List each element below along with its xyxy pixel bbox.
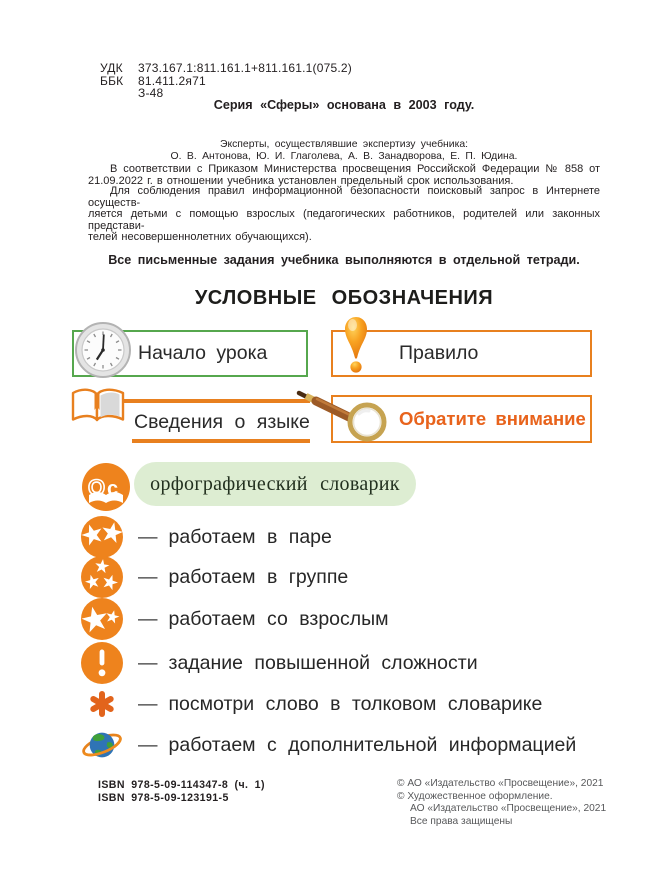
rule-label: Правило: [399, 342, 479, 364]
globe-icon: [81, 724, 123, 766]
item-text: посмотри слово в толковом словарике: [168, 692, 543, 715]
item-text: работаем с дополнительной информацией: [168, 733, 577, 756]
legend-item-hard-task: [81, 642, 581, 684]
group-stars-icon: [81, 556, 123, 598]
copyright-line: Все права защищены: [410, 815, 513, 827]
dictionary-letter-o: О: [88, 475, 106, 500]
bbk-value: 81.411.2я71: [138, 73, 206, 88]
open-book-icon: [69, 386, 127, 426]
safety-paragraph: [88, 186, 600, 244]
isbn-line: ISBN 978-5-09-123191-5: [98, 792, 229, 804]
lesson-start-label: Начало урока: [138, 342, 268, 364]
spelling-dictionary-pill: [134, 462, 416, 506]
legend-item-pair: [81, 516, 581, 558]
copyright-line: АО «Издательство «Просвещение», 2021: [410, 803, 607, 815]
clock-icon: [74, 321, 132, 379]
paragraph-line: Для соблюдения правил информационной безопасности поисковый запрос в Интернете осуществ-: [88, 185, 600, 209]
catalog-codes: [100, 62, 352, 100]
bbk-label: ББК: [100, 73, 124, 88]
copyright-line: © Художественное оформление.: [397, 790, 553, 802]
copyright-block: [397, 778, 606, 828]
item-dash: —: [138, 651, 158, 674]
language-info-label: Сведения о языке: [134, 411, 310, 433]
legend-title: УСЛОВНЫЕ ОБОЗНАЧЕНИЯ: [194, 287, 494, 309]
paragraph-line: телей несовершеннолетних обучающихся).: [88, 231, 312, 244]
legend-item-dictionary: [81, 683, 581, 725]
legend-item-adult: [81, 598, 581, 640]
item-dash: —: [138, 525, 158, 548]
legend-item-extra-info: [81, 724, 581, 766]
asterisk-icon: [81, 683, 123, 725]
item-text: работаем в группе: [168, 565, 349, 588]
copyright-line: © АО «Издательство «Просвещение», 2021: [397, 778, 604, 789]
notebook-notice: Все письменные задания учебника выполняются в отдельной тетради.: [108, 253, 580, 267]
spelling-dictionary-label: орфографический словарик: [150, 472, 400, 495]
pair-stars-icon: [81, 516, 123, 558]
item-text: работаем в паре: [168, 525, 332, 548]
udk-value: 373.167.1:811.161.1+811.161.1(075.2): [138, 61, 352, 75]
isbn-line: ISBN 978-5-09-114347-8 (ч. 1): [98, 779, 265, 791]
paragraph-line: ляется детьми с помощью взрослых (педагогических работников, родителей или законных представи-: [88, 208, 600, 232]
exclamation-icon: [342, 316, 370, 374]
attention-label: Обратите внимание: [399, 408, 586, 429]
item-dash: —: [138, 565, 158, 588]
udk-label: УДК: [100, 61, 123, 75]
isbn-block: [98, 779, 265, 805]
legend-item-group: [81, 556, 581, 598]
experts-intro: Эксперты, осуществлявшие экспертизу учебника:: [219, 139, 469, 150]
dictionary-letter-c: с: [107, 478, 119, 500]
order-paragraph: [88, 164, 600, 187]
item-text: задание повышенной сложности: [168, 651, 478, 674]
paragraph-line: В соответствии с Приказом Министерства просвещения Российской Федерации № 858 от: [110, 163, 600, 175]
spelling-dictionary-icon: [81, 462, 131, 512]
item-dash: —: [138, 733, 158, 756]
item-dash: —: [138, 607, 158, 630]
language-info-top-rule: [122, 399, 310, 403]
item-dash: —: [138, 692, 158, 715]
exclamation-circle-icon: [81, 642, 123, 684]
experts-block: [88, 139, 600, 162]
paragraph-line: 21.09.2022 г. в отношении учебника установлен предельный срок использования.: [88, 174, 514, 187]
series-note: Серия «Сферы» основана в 2003 году.: [213, 98, 475, 112]
experts-names: О. В. Антонова, Ю. И. Глаголева, А. В. Занадворова, Е. П. Юдина.: [170, 150, 518, 162]
rule-box: [331, 330, 592, 377]
language-info-bottom-rule: [132, 439, 310, 443]
item-text: работаем со взрослым: [168, 607, 389, 630]
magnifier-icon: [293, 384, 403, 454]
author-code: З-48: [138, 86, 164, 100]
adult-star-icon: [81, 598, 123, 640]
